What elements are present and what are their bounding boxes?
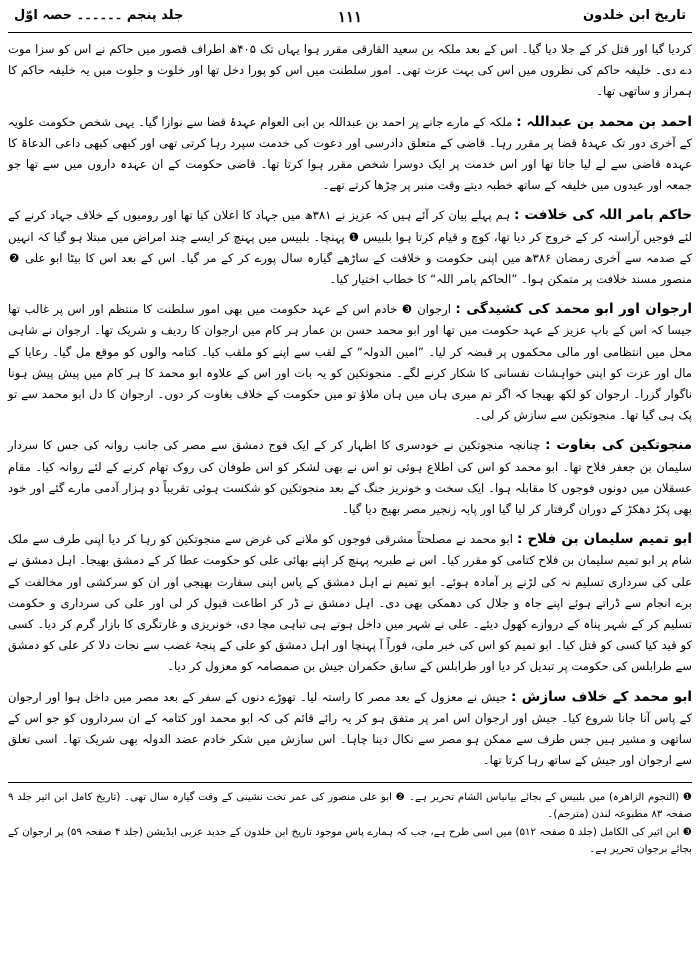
paragraph-text: ملکہ کے مارے جانے پر احمد بن عبداللہ بن ابی العوام عہدۂ قضا سے نوازا گیا۔ یہی شخص حکومت علویہ کے آخری دور تک عہدۂ قضا پر مقرر رہا۔ قاضی کے متعلق دادرسی اور دعوت کی خدمت سپرد رہا کرتی تھی اور کبھی کبھی داعی الدعاۃ کا عہدہ قاضی سے لے لیا جاتا تھا اور اس خدمت پر ایک دوسرا شخص مقرر ہوا کرتا تھا۔ قاضی حکومت کے ان عہدہ داروں میں سے تھا جو جمعہ اور عیدوں میں خلیفہ کے ساتھ خطبہ دیتے وقت منبر پر چڑھا کرتے تھے۔ xyxy=(8,114,692,193)
paragraph-text: ابو محمد نے مصلحتاً مشرقی فوجوں کو ملانے کی غرض سے منجوتکین کو رہا کر دیا اپنی طرف سے ملک شام پر ابو تمیم سلیمان بن فلاح کتامی کو مقرر کیا۔ اس نے طبریہ پہنچ کر اپنے بھائی علی کو حکومت عطا کر کے دمشق بھیجا۔ اہل دمشق نے علی کی سرداری تسلیم نہ کی لڑنے پر آمادہ ہوئے۔ ابو تمیم نے اہل دمشق کے پاس اپنی سفارت بھیجی اور ان کو سرکشی اور مخالفت کے برے انجام سے ڈراتے ہوئے اپنے جاہ و جلال کی دھمکی بھی دی۔ اہل دمشق نے ڈر کر اطاعت قبول کر لی اور علی کی سرداری و حکومت تسلیم کر کے شہر پناہ کے دروازے کھول دیئے۔ علی نے شہر میں داخل ہوتے ہی تباہی مچا دی، خونریزی و غارتگری کا بازار گرم کر دیا۔ کسی کو قید کیا کسی کو قتل کیا۔ ابو تمیم کو اس کی خبر ملی، فوراً آ پہنچا اور اہل دمشق کو علی کے پنجۂ غضب سے نجات دلا کر علی کو دمشق سے طرابلس کی حکومت پر تبدیل کر دیا اور طرابلس کے سابق حکمران جیش بن صمصامہ کو معزول کر دیا۔ xyxy=(8,532,692,674)
footnote-divider xyxy=(8,782,692,783)
page-header xyxy=(8,6,692,33)
section-heading: ابو محمد کے خلاف سازش : xyxy=(511,689,692,705)
section-heading: ابو تمیم سلیمان بن فلاح : xyxy=(517,531,692,547)
paragraph xyxy=(8,112,692,197)
paragraph-text: ارجوان ❸ خادم اس کے عہد حکومت میں بھی امور سلطنت کا منتظم اور اس پر غالب تھا جیسا کہ اس کے باپ عزیز کے عہد حکومت میں تھا اور ابو محمد حسن بن عمار ہر کام میں ارجوان کا ردیف و شریک تھا۔ ارجوان نے شاہی محل میں انتظامی اور مالی محکموں پر قبضہ کر لیا۔ ”امین الدولہ“ کے لقب سے اپنے کو ملقب کیا۔ کتامہ والوں کو موقع مل گیا۔ رعایا کے مال اور عزت کو اپنی خواہشات نفسانی کا شکار کرنے لگے۔ منجوتکین کو یہ بات اور اس کے علاوہ ابو محمد کا ہر کام میں پیش پیش ہونا ناگوار گزرا۔ ارجوان کو لکھ بھیجا کہ اگر تم میری ہاں میں ہاں ملاؤ تو میں حکومت کے خلاف بغاوت کر دوں۔ ارجوان کا دل ابو محمد سے تو پک ہی گیا تھا۔ منجوتکین سے سازش کر لی۔ xyxy=(8,302,692,423)
paragraph-text: چنانچہ منجوتکین نے خودسری کا اظہار کر کے ایک فوج دمشق سے مصر کی جانب روانہ کی جس کا سردار سلیمان بن جعفر فلاح تھا۔ ابو محمد کو اس کی اطلاع ہوئی تو اس نے بھی لشکر کو اس طوفان کی روک تھام کرنے کے لئے روانہ کیا۔ مقام عسقلان میں دونوں فوجوں کا مقابلہ ہوا۔ ایک سخت و خونریز جنگ کے بعد منجوتکین کو شکست ہوئی تقریباً دو ہزار آدمی مارے گئے اور خود بھی پکڑ دھکڑ کے دوران گرفتار کر لیا گیا اور پابہ زنجیر مصر بھیج دیا گیا۔ xyxy=(8,438,692,517)
footnotes xyxy=(8,789,692,858)
section-heading: حاکم بامر اللہ کی خلافت : xyxy=(514,207,692,223)
paragraph-text: کردیا گیا اور قتل کر کے جلا دیا گیا۔ اس کے بعد ملکہ بن سعید القارقی مقرر ہوا یہاں تک ۴۰۵ھ اطراف قصور میں حاکم نے اس کو سزا موت دے دی۔ خلیفہ حاکم کی نظروں میں اس کی بہت عزت تھی۔ امور سلطنت میں اس کو پورا دخل تھا اور خلوت و جلوت میں یہ خلیفہ حاکم کا ہمراز و ساتھی تھا۔ xyxy=(8,42,692,99)
running-title: تاریخ ابن خلدون xyxy=(583,8,686,23)
paragraph xyxy=(8,435,692,520)
footnote: ❸ ابن اثیر کی الکامل (جلد ۵ صفحہ ۵۱۲) میں اسی طرح ہے، جب کہ ہمارے پاس موجود تاریخ ابن خلدون کے جدید عربی ایڈیشن (جلد ۴ صفحہ ۵۹) پر ارجوان کے بجائے برجوان تحریر ہے۔ xyxy=(8,826,693,855)
paragraph xyxy=(8,299,692,426)
footnote: ❶ (النجوم الزاھرہ) میں بلبیس کے بجائے بیانیاس الشام تحریر ہے۔ ❷ ابو علی منصور کی عمر تخت نشینی کے وقت گیارہ سال تھی۔ (تاریخ کامل ابن اثیر جلد ۹ صفحہ ۸۳ مطبوعہ لندن (مترجم)۔ xyxy=(8,791,692,820)
volume-label: جلد پنجم ۔۔۔۔۔۔ حصہ اوّل xyxy=(14,8,184,23)
section-heading: منجوتکین کی بغاوت : xyxy=(545,437,692,453)
page-body xyxy=(8,39,692,772)
paragraph xyxy=(8,529,692,677)
page xyxy=(8,6,692,974)
paragraph xyxy=(8,39,692,103)
page-number: ۱۱۱ xyxy=(337,8,363,26)
section-heading: ارجوان اور ابو محمد کی کشیدگی : xyxy=(455,301,692,317)
section-heading: احمد بن محمد بن عبداللہ : xyxy=(516,114,692,130)
paragraph-text: جیش نے معزول کے بعد مصر کا راستہ لیا۔ تھوڑے دنوں کے سفر کے بعد مصر میں داخل ہوا اور ارجوان کے پاس آنا جانا شروع کیا۔ جیش اور ارجوان اس امر پر متفق ہو کر یہ رائے قائم کی کہ ابو محمد اور کتامہ کے ان سرداروں کو جو اس کے ساتھی و مشیر ہیں جس طرف سے ممکن ہو مصر سے نکال دینا چاہا۔ اس سازش میں شکر خادم عضد الدولہ بھی شریک تھا۔ اسی تعلق سے ارجوان اور جیش کے ساتھ رہا کرتا تھا۔ xyxy=(8,689,692,768)
paragraph xyxy=(8,205,692,290)
paragraph-text: ہم پہلے بیان کر آئے ہیں کہ عزیز نے ۳۸۱ھ میں جہاد کا اعلان کیا تھا اور رومیوں کے خلاف جہاد کرنے کے لئے فوجیں آراستہ کر کے خروج کر دیا تھا، کوچ و قیام کرتا ہوا بلبیس ❶ پہنچا۔ بلبیس میں پہنچ کر ایسے چند امراض میں مبتلا ہو گیا کہ انہیں کے صدمہ سے آخری رمضان ۳۸۶ھ میں اپنی حکومت و خلافت کے ساڑھے گیارہ سال پورے کر کے مر گیا۔ اس کے بعد اس کا بیٹا ابو علی ❷ منصور مسند خلافت پر متمکن ہوا۔ ”الحاکم بامر اللہ“ کا خطاب اختیار کیا۔ xyxy=(8,208,692,287)
paragraph xyxy=(8,687,692,772)
